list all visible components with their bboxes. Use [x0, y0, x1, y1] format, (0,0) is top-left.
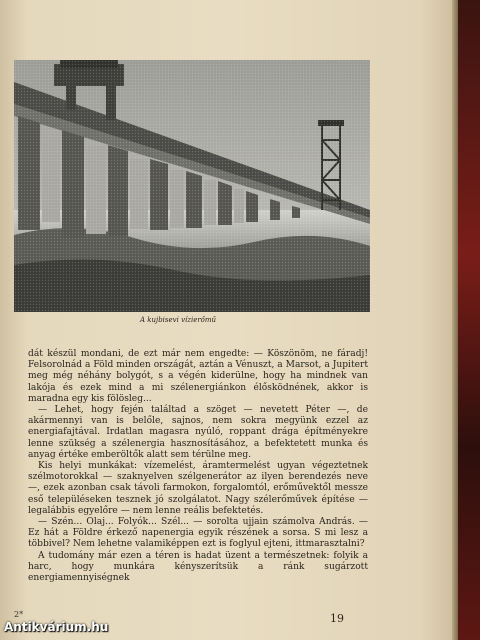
printer-mark: 2*: [14, 610, 24, 619]
paragraph-4: — Szén... Olaj... Folyók... Szél... — sorolta ujjain számolva András. — Ez hát a Földre érkező napenergia egyik részének a sorsa. S mi lesz a többivel? Nem lehetne valamiképpen ezt is foglyul ejteni, ittmarasztalni?: [28, 517, 368, 550]
body-text: [28, 349, 368, 584]
paragraph-5: A tudomány már ezen a téren is hadat üzent a természetnek: folyik a harc, hogy munkára kényszerítsük a ránk sugárzott energiamennyiségnek: [28, 550, 368, 584]
dam-photo: [14, 60, 370, 312]
dam-illustration: [14, 60, 370, 312]
watermark: Antikvárium.hu: [4, 620, 109, 634]
paragraph-3: Kis helyi munkákat: vízemelést, áramtermelést ugyan végeztetnek szélmotorokkal — szaknyelven szélgenerátor az ilyen berendezés neve —, ezek azonban csak távoli farmokon, forgalomtól, erőművektől messze eső településeken tesznek jó szolgálatot. Nagy szélerőművek építése — legalábbis egyelőre — nem lenne reális befektetés.: [28, 461, 368, 516]
paragraph-1: dát készül mondani, de ezt már nem engedte: — Köszönöm, ne fáradj! Felsorolnád a Föld minden országát, aztán a Vénuszt, a Marsot, a Jupitert meg még néhány bolygót, s a végén kiderülne, hogy ha mindnek van lakója és ezek mind a mi szélenergiánkon élősködnének, akkor is maradna egy kis fölösleg...: [28, 349, 368, 404]
book-spine: [458, 0, 480, 640]
photo-caption: A kujbisevi vízierőmű: [140, 316, 217, 324]
page-number: 19: [330, 612, 344, 625]
paragraph-2: — Lehet, hogy fején találtad a szöget — nevetett Péter —, de akármennyi van is belőle, sajnos, nem sokra megyünk ezzel az energiafajtával. Irdatlan magasra nyúló, roppant drága építményekre lenne szükség a szélenergia hasznosításához, a befektetett munka és anyag értéke emberöltők alatt sem térülne meg.: [28, 405, 368, 460]
